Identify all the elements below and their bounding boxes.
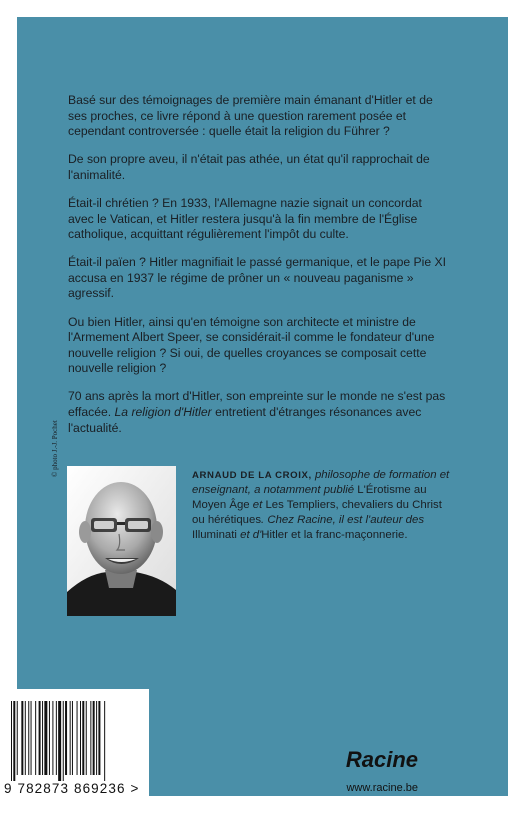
blurb-paragraph-6-text: 70 ans après la mort d'Hitler, son empreinte sur le monde ne s'est pas effacée. — [68, 389, 446, 419]
book-title-italic: La religion d'Hitler — [114, 405, 212, 419]
barcode-bar — [25, 701, 26, 775]
isbn-digits: 9 782873 869236 — [4, 781, 126, 796]
barcode-bar — [70, 701, 71, 775]
blurb-paragraph-6-end: entretient d'étranges résonances avec l'actualité. — [68, 405, 422, 435]
barcode-bar — [42, 701, 43, 775]
barcode-bar — [11, 701, 12, 781]
barcode-bar — [13, 701, 15, 781]
barcode-bar — [52, 701, 53, 775]
bio-book-1: L'Érotisme au Moyen Âge — [192, 484, 427, 511]
bio-text-1: philosophe de formation et enseignant, a notamment publié — [192, 469, 450, 496]
barcode-area — [0, 689, 149, 796]
publisher-logo: Racine — [345, 747, 418, 772]
barcode-bar — [86, 701, 87, 775]
bio-text-5: . — [404, 529, 408, 541]
cover-panel — [17, 17, 508, 796]
barcode-bar — [21, 701, 23, 775]
barcode-bar — [31, 701, 32, 775]
isbn-number — [4, 781, 152, 796]
bio-book-4: Hitler et la franc-maçonnerie — [261, 529, 405, 541]
bio-text-2: et — [249, 499, 266, 511]
barcode-bar — [28, 701, 29, 775]
bio-text-3: . Chez Racine, il est l'auteur des — [261, 514, 425, 526]
barcode-bar — [35, 701, 36, 775]
barcode-bar — [44, 701, 47, 775]
blurb-paragraph-6 — [68, 389, 448, 436]
barcode-bar — [90, 701, 91, 775]
blurb-paragraph-1: Basé sur des témoignages de première main émanant d'Hitler et de ses proches, ce livre répond à une question rarement posée et cependant controversée : quelle était la religion du Führer ? — [68, 93, 433, 139]
author-name: ARNAUD DE LA CROIX, — [192, 470, 312, 481]
bio-book-3: Illuminati — [192, 529, 237, 541]
bio-book-2: Les Templiers, chevaliers du Christ ou hérétiques — [192, 499, 442, 526]
barcode-bar — [93, 701, 95, 775]
publisher-website: www.racine.be — [346, 782, 418, 794]
author-bio — [192, 468, 452, 543]
author-portrait-image — [67, 466, 176, 616]
barcode-bar — [96, 701, 97, 775]
barcode-bar — [104, 701, 105, 781]
blurb-text — [68, 93, 448, 436]
blurb-paragraph-3: Était-il chrétien ? En 1933, l'Allemagne nazie signait un concordat avec le Vatican, et Hitler restera jusqu'à la fin membre de l'Église catholique, acquittant régulièrement l'impôt du culte. — [68, 195, 422, 242]
blurb-paragraph-4: Était-il païen ? Hitler magnifiait le passé germanique, et le pape Pie XI accusa en 1937 le régime de prôner un « nouveau paganisme » agressif. — [68, 255, 447, 301]
barcode-bar — [82, 701, 84, 775]
barcode-bar — [65, 701, 67, 775]
barcode-bar — [72, 701, 73, 775]
barcode-bar — [56, 701, 57, 775]
author-portrait — [67, 466, 176, 616]
barcode-bar — [49, 701, 50, 775]
barcode-bar — [80, 701, 81, 775]
blurb-paragraph-2: De son propre aveu, il n'était pas athée, un état qu'il rapprochait de l'animalité. — [68, 152, 430, 182]
photo-credit: © photo J.-J. Pochet — [51, 420, 59, 477]
isbn-quiet-zone-mark: > — [130, 781, 140, 796]
barcode-bar — [39, 701, 41, 775]
barcode-bar — [98, 701, 100, 775]
bio-text-4: et d' — [236, 529, 262, 541]
barcode-icon — [0, 689, 149, 781]
blurb-paragraph-5: Ou bien Hitler, ainsi qu'en témoigne son architecte et ministre de l'Armement Albert Speer, se considérait-il comme le fondateur d'une nouvelle religion ? Si oui, de quelles croyances se composait cette nouvelle religion ? — [68, 314, 435, 376]
barcode-bar — [63, 701, 64, 781]
barcode-bar — [17, 701, 18, 775]
barcode-bar — [77, 701, 78, 775]
barcode-bar — [58, 701, 61, 781]
